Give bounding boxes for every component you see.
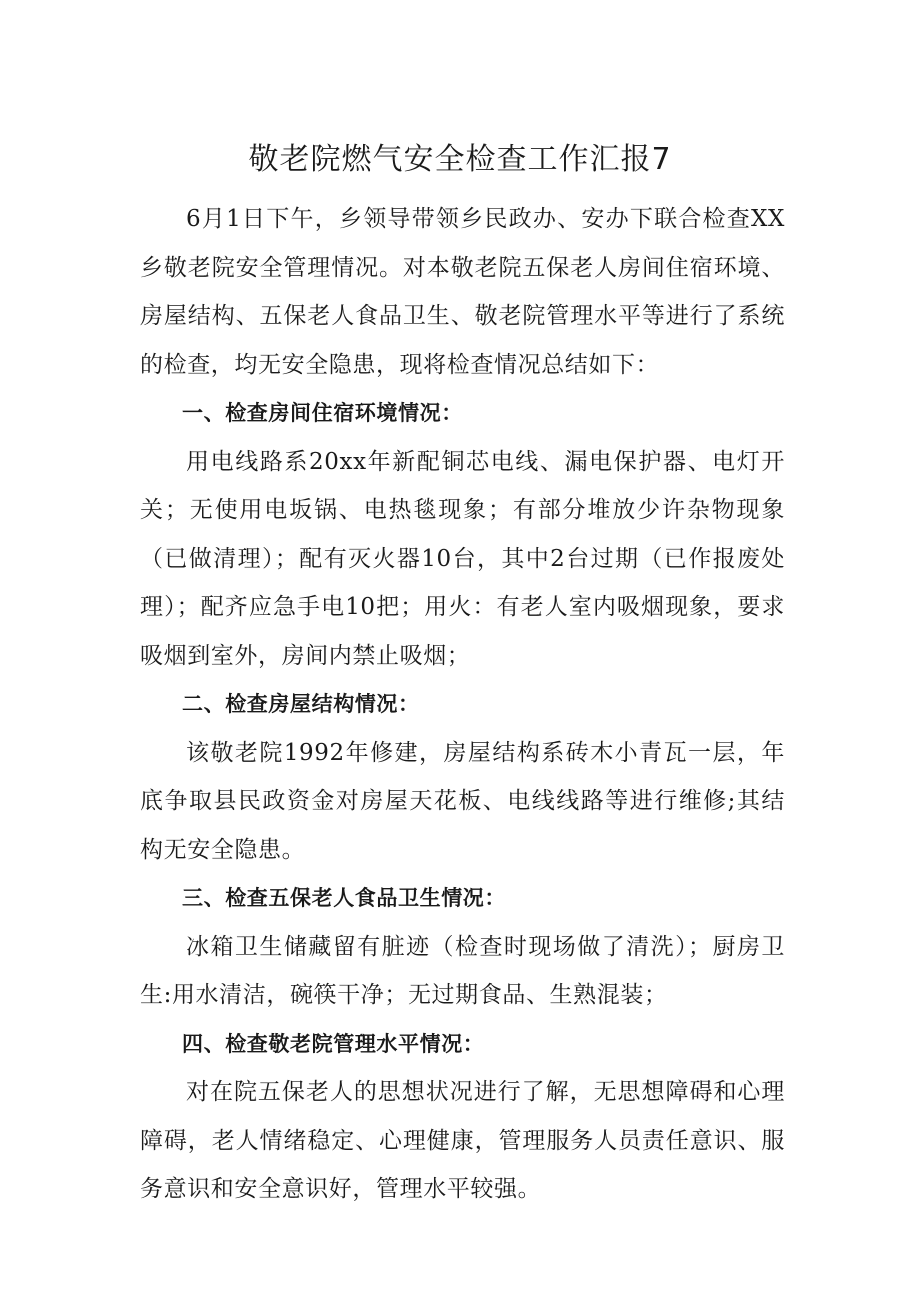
intro-paragraph: 6月1日下午，乡领导带领乡民政办、安办下联合检查XX乡敬老院安全管理情况。对本敬老院五保老人房间住宿环境、房屋结构、五保老人食品卫生、敬老院管理水平等进行了系统的检查，均无安全隐患，现将检查情况总结如下：	[140, 206, 785, 378]
section-heading-building-structure: 二、检查房屋结构情况：	[182, 692, 420, 716]
document-title: 敬老院燃气安全检查工作汇报7	[248, 142, 672, 177]
section-heading-room-environment: 一、检查房间住宿环境情况：	[182, 401, 463, 425]
section-text-management-level: 对在院五保老人的思想状况进行了解，无思想障碍和心理障碍，老人情绪稳定、心理健康，管理服务人员责任意识、服务意识和安全意识好，管理水平较强。	[140, 1079, 785, 1202]
section-text-room-environment: 用电线路系20xx年新配铜芯电线、漏电保护器、电灯开关；无使用电坂锅、电热毯现象；有部分堆放少许杂物现象（已做清理）；配有灭火器10台，其中2台过期（已作报废处理）；配齐应急手电10把；用火：有老人室内吸烟现象，要求吸烟到室外，房间内禁止吸烟；	[140, 448, 785, 669]
section-heading-management-level: 四、检查敬老院管理水平情况：	[182, 1031, 485, 1056]
document-body	[140, 195, 785, 1214]
section-heading-food-hygiene: 三、检查五保老人食品卫生情况：	[182, 886, 506, 910]
section-text-building-structure: 该敬老院1992年修建，房屋结构系砖木小青瓦一层，年底争取县民政资金对房屋天花板、电线线路等进行维修;其结构无安全隐患。	[140, 739, 785, 863]
section-text-food-hygiene: 冰箱卫生储藏留有脏迹（检查时现场做了清洗）；厨房卫生:用水清洁，碗筷干净；无过期食品、生熟混装；	[140, 933, 785, 1008]
